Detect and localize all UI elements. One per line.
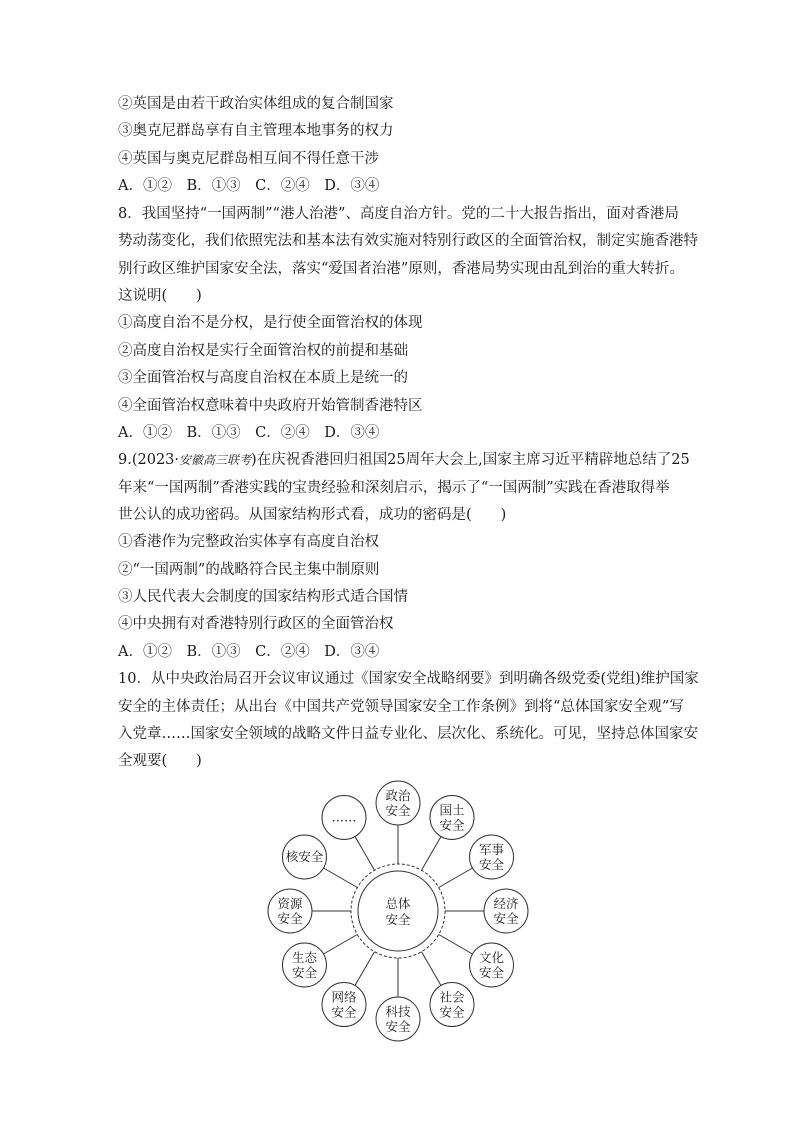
security-node-label: 安全 [439, 1004, 465, 1020]
q9-stem-line-3: 世公认的成功密码。从国家结构形式看，成功的密码是( ) [118, 507, 507, 523]
security-node-label: 安全 [385, 803, 411, 818]
security-node-label: 安全 [385, 1019, 411, 1034]
q8-stem-line-1: 8．我国坚持“一国两制”“港人治港”、高度自治方针。党的二十大报告指出，面对香港局 [118, 206, 679, 222]
q9-stem-line-1 [118, 450, 693, 470]
connector-line [422, 837, 442, 871]
q8-option-2: ②高度自治权是实行全面管治权的前提和基础 [118, 343, 408, 359]
q7-option-4: ④英国与奥克尼群岛相互间不得任意干涉 [118, 151, 379, 167]
q10-stem-line-1: 10．从中央政治局召开会议审议通过《国家安全战略纲要》到明确各级党委(党组)维护国家 [118, 671, 699, 687]
security-node-label: 军事 [479, 842, 505, 857]
security-node-label: 安全 [277, 911, 303, 926]
security-node-label: 网络 [331, 989, 357, 1005]
q9-option-2: ②“一国两制”的战略符合民主集中制原则 [118, 562, 380, 578]
security-node-label: 国土 [439, 802, 465, 818]
connector-line [355, 837, 375, 871]
security-node-label: …… [331, 809, 357, 825]
q8-answer-choices: A．①② B．①③ C．②④ D．③④ [118, 425, 380, 441]
q8-stem-line-4: 这说明( ) [118, 288, 202, 304]
security-node-label: 政治 [385, 788, 411, 803]
center-node-label: 安全 [385, 912, 411, 927]
center-node-label: 总体 [385, 896, 411, 911]
q9-source: 安徽高三联考 [179, 453, 252, 467]
security-node-label: 资源 [277, 896, 303, 911]
q10-stem-line-3: 入党章……国家安全领域的战略文件日益专业化、层次化、系统化。可见，坚持总体国家安 [118, 726, 698, 742]
security-node-label: 经济 [493, 896, 519, 911]
q10-stem-line-4: 全观要( ) [118, 753, 202, 769]
security-node-label: 生态 [291, 950, 317, 965]
q9-stem-line-2: 年来“一国两制”香港实践的宝贵经验和深刻启示，揭示了“一国两制”实践在香港取得举 [118, 480, 670, 496]
connector-line [439, 868, 473, 888]
q9-answer-choices: A．①② B．①③ C．②④ D．③④ [118, 644, 380, 660]
connector-line [324, 868, 358, 888]
security-node-label: 社会 [439, 989, 465, 1005]
security-node-label: 科技 [385, 1004, 411, 1019]
q8-stem-line-2: 势动荡变化，我们依照宪法和基本法有效实施对特别行政区的全面管治权，制定实施香港特 [118, 233, 698, 249]
security-node-label: 安全 [479, 965, 505, 980]
q9-option-1: ①香港作为完整政治实体享有高度自治权 [118, 534, 379, 550]
center-node-circle [358, 871, 438, 951]
security-node-label: 安全 [291, 965, 317, 980]
security-node-label: 文化 [479, 950, 505, 965]
security-node-label: 安全 [493, 911, 519, 926]
q10-stem-line-2: 安全的主体责任；从出台《中国共产党领导国家安全工作条例》到将“总体国家安全观”写 [118, 699, 684, 715]
q8-stem-line-3: 别行政区维护国家安全法，落实“爱国者治港”原则，香港局势实现由乱到治的重大转折。 [118, 261, 684, 277]
q8-option-4: ④全面管治权意味着中央政府开始管制香港特区 [118, 398, 423, 414]
q7-option-2: ②英国是由若干政治实体组成的复合制国家 [118, 96, 394, 112]
national-security-diagram [270, 775, 530, 1034]
connector-line [355, 952, 375, 986]
q8-option-1: ①高度自治不是分权，是行使全面管治权的体现 [118, 315, 423, 331]
q9-option-4: ④中央拥有对香港特别行政区的全面管治权 [118, 616, 394, 632]
connector-line [439, 935, 473, 955]
security-node-label: 安全 [479, 857, 505, 872]
q9-stem-rest: )在庆祝香港回归祖国25周年大会上,国家主席习近平精辟地总结了25 [251, 452, 690, 468]
q9-prefix: 9.(2023· [118, 452, 180, 468]
q7-option-3: ③奥克尼群岛享有自主管理本地事务的权力 [118, 123, 394, 139]
q9-option-3: ③人民代表大会制度的国家结构形式适合国情 [118, 589, 408, 605]
security-node-label: 安全 [331, 1004, 357, 1020]
connector-line [324, 935, 358, 955]
connector-line [422, 952, 442, 986]
q8-option-3: ③全面管治权与高度自治权在本质上是统一的 [118, 370, 408, 386]
q7-answer-choices: A．①② B．①③ C．②④ D．③④ [118, 178, 380, 194]
security-node-label: 核安全 [285, 849, 324, 864]
security-node-label: 安全 [439, 817, 465, 833]
